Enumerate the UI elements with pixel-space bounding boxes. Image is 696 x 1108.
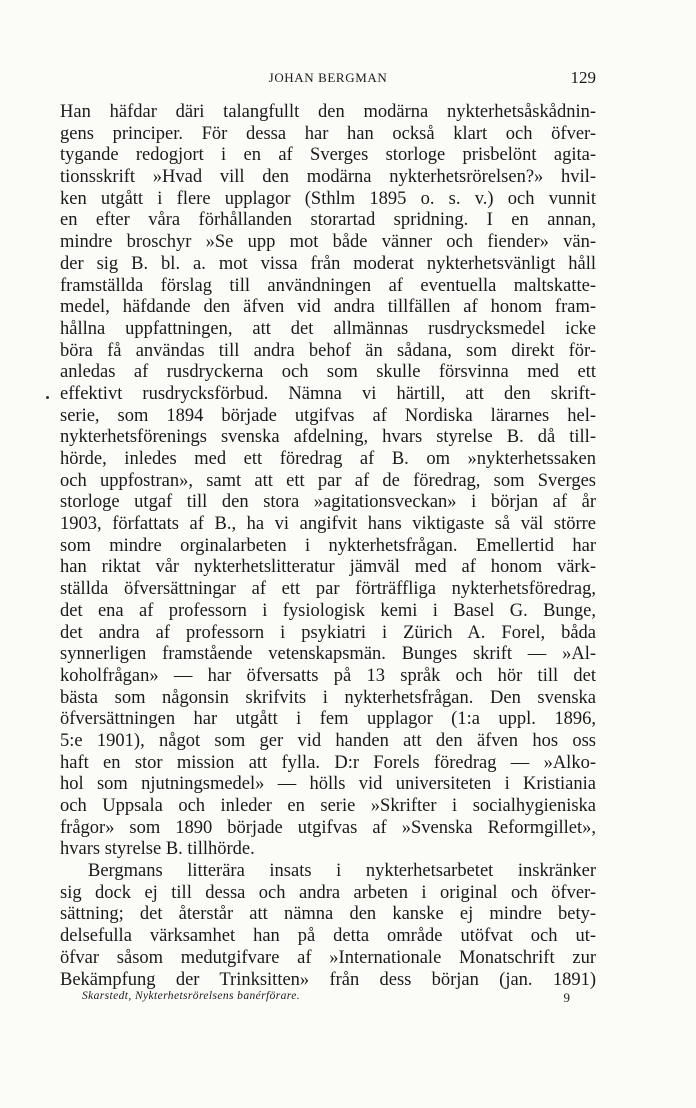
text-line: det ena af professorn i fysiologisk kemi i Basel G. Bunge, [60, 600, 596, 621]
text-line: 5:e 1901), något som ger vid handen att den äfven hos oss [60, 730, 596, 751]
text-line: sig dock ej till dessa och andra arbeten i original och öfver- [60, 882, 596, 903]
text-line: hvars styrelse B. tillhörde. [60, 839, 255, 860]
text-line: bästa som någonsin skrifvits i nykterhetsfrågan. Den svenska [60, 687, 596, 708]
text-line: delsefulla värksamhet han på detta område utöfvat och ut- [60, 926, 596, 947]
text-line: mindre broschyr »Se upp mot både vänner och fiender» vän- [60, 232, 596, 253]
text-line: gens principer. För dessa har han också klart och öfver- [60, 123, 596, 144]
signature-note: Skarstedt, Nykterhetsrörelsens banérförare. [82, 990, 301, 1002]
text-line: Bergmans litterära insats i nykterhetsarbetet inskränker [88, 861, 596, 882]
text-line: och Uppsala och inleder en serie »Skrifter i socialhygieniska [60, 796, 596, 816]
text-line: hållna uppfattningen, att det allmännas rusdrycksmedel icke [60, 318, 596, 339]
text-line: ken utgått i flere upplagor (Sthlm 1895 o. s. v.) och vunnit [60, 188, 596, 209]
text-line: 1903, författats af B., ha vi angifvit hans viktigaste så väl större [60, 514, 596, 535]
text-line: öfvar såsom medutgifvare af »Internationale Monatschrift zur [60, 947, 596, 968]
page-header [60, 68, 596, 88]
text-line: hörde, inledes med ett föredrag af B. om »nykterhetssaken [60, 449, 596, 469]
text-line: som mindre orginalarbeten i nykterhetsfrågan. Emellertid har [60, 535, 596, 556]
text-line: tionsskrift »Hvad vill den modärna nykterhetsrörelsen?» hvil- [60, 167, 596, 188]
text-line: synnerligen framstående vetenskapsmän. Bunges skrift — »Al- [60, 644, 596, 665]
text-line: medel, häfdande den äfven vid andra tillfällen af honom fram- [60, 297, 596, 318]
text-line: öfversättningen har utgått i fem upplagor (1:a uppl. 1896, [60, 709, 596, 730]
text-line: böra få användas till andra behof än sådana, som direkt för- [60, 340, 596, 361]
page-footer [60, 990, 596, 1008]
text-line: haft en stor mission att fylla. D:r Forels föredrag — »Alko- [60, 752, 596, 773]
text-line: en efter våra förhållanden storartad spridning. I en annan, [60, 210, 596, 231]
page-number: 129 [570, 68, 596, 87]
signature-mark: 9 [563, 990, 570, 1005]
text-line: der sig B. bl. a. mot vissa från moderat nykterhetsvänligt håll [60, 253, 596, 274]
text-line: anledas af rusdryckerna och som skulle försvinna med ett [60, 362, 596, 383]
text-line: koholfrågan» — har öfversatts på 13 språk och hör till det [60, 665, 596, 686]
text-line: hol som njutningsmedel» — hölls vid universiteten i Kristiania [60, 774, 596, 795]
text-line: serie, som 1894 började utgifvas af Nordiska lärarnes hel- [60, 405, 596, 426]
text-line: effektivt rusdrycksförbud. Nämna vi härtill, att den skrift- [60, 383, 596, 404]
text-line: tygande redogjort i en af Sverges storloge prisbelönt agita- [60, 145, 596, 166]
text-line: han riktat vår nykterhetslitteratur jämväl med af honom värk- [60, 557, 596, 578]
text-line: frågor» som 1890 började utgifvas af »Svenska Reformgillet», [60, 817, 596, 838]
text-line: framställda förslag till användningen af eventuella maltskatte- [60, 275, 596, 296]
text-line: storloge utgaf till den stora »agitationsveckan» i början af år [60, 492, 596, 513]
body-text [60, 102, 596, 991]
text-line: sättning; det återstår att nämna den kanske ej mindre bety- [60, 904, 596, 925]
text-line: Han häfdar däri talangfullt den modärna nykterhetsåskådnin- [60, 102, 596, 122]
text-line: ställda öfversättningar af ett par förträffliga nykterhetsföredrag, [60, 579, 596, 600]
text-line: nykterhetsförenings svenska afdelning, hvars styrelse B. då till- [60, 427, 596, 448]
text-line: det andra af professorn i psykiatri i Zürich A. Forel, båda [60, 622, 596, 643]
running-head: JOHAN BERGMAN [268, 70, 388, 85]
margin-dot-mark [46, 396, 49, 399]
text-line: Bekämpfung der Trinksitten» från dess början (jan. 1891) [60, 969, 596, 990]
text-line: och uppfostran», samt att ett par af de föredrag, som Sverges [60, 470, 596, 491]
